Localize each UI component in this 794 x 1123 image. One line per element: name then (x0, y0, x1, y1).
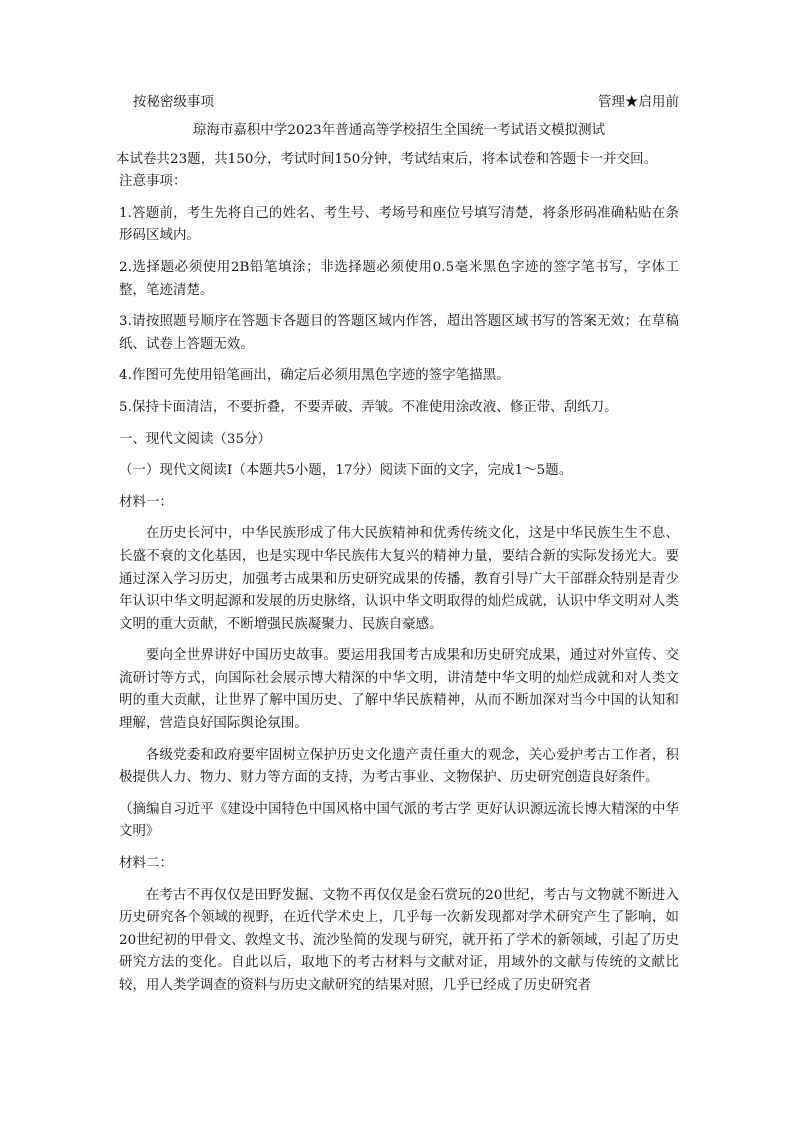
intro-text: 本试卷共23题，共150分，考试时间150分钟，考试结束后，将本试卷和答题卡一并交回。 (116, 151, 658, 167)
note-item-5: 5.保持卡面清洁，不要折叠，不要弄破、弄皱。不准使用涂改液、修正带、刮纸刀。 (119, 399, 618, 415)
note-item-3: 3.请按照题号顺序在答题卡各题目的答题区域内作答，超出答题区域书写的答案无效；在草稿纸、试卷上答题无效。 (119, 314, 679, 352)
note-item-4: 4.作图可先使用铅笔画出，确定后必须用黑色字迹的签字笔描黑。 (119, 368, 510, 384)
usage-label: 管理★启用前 (598, 95, 679, 110)
material2-paragraph: 在考古不再仅仅是田野发掘、文物不再仅仅是金石赏玩的20世纪，考古与文物就不断进入历史研究各个领域的视野，在近代学术史上，几乎每一次新发现都对学术研究产生了影响，如20世纪初的甲骨文、敦煌文书、流沙坠简的发现与研究，就开拓了学术的新领域，引起了历史研究方法的变化。自此以后，取地下的考古材料与文献对证，用域外的文献与传统的文献比较，用人类学调查的资料与历史文献研究的结果对照，几乎已经成了历史研究者 (119, 887, 679, 993)
material1-label: 材料一： (119, 494, 173, 510)
source-citation: （摘编自习近平《建设中国特色中国风格中国气派的考古学 更好认识源远流长博大精深的中华文明》 (119, 801, 679, 840)
note-item-1: 1.答题前，考生先将自己的姓名、考生号、考场号和座位号填写清楚，将条形码准确粘贴在条形码区域内。 (119, 205, 679, 244)
subsection-heading: （一）现代文阅读Ⅰ（本题共5小题，17分）阅读下面的文字，完成1～5题。 (119, 463, 573, 479)
notes-heading: 注意事项： (119, 174, 187, 190)
section-heading: 一、现代文阅读（35分） (119, 431, 272, 447)
exam-page (116, 92, 679, 998)
material1-paragraph-1: 在历史长河中，中华民族形成了伟大民族精神和优秀传统文化，这是中华民族生生不息、长盛不衰的文化基因，也是实现中华民族伟大复兴的精神力量，要结合新的实际发扬光大。要通过深入学习历史，加强考古成果和历史研究成果的传播，教育引导广大干部群众特别是青少年认识中华文明起源和发展的历史脉络，认识中华文明取得的灿烂成就，认识中华文明对人类文明的重大贡献，不断增强民族凝聚力、民族自豪感。 (119, 526, 679, 632)
exam-title: 琼海市嘉积中学2023年普通高等学校招生全国统一考试语文模拟测试 (192, 123, 606, 138)
material1-paragraph-3: 各级党委和政府要牢固树立保护历史文化遗产责任重大的观念，关心爱护考古工作者，积极提供人力、物力、财力等方面的支持，为考古事业、文物保护、历史研究创造良好条件。 (119, 747, 679, 786)
material2-label: 材料二： (119, 856, 173, 872)
secrecy-label: 按秘密级事项 (133, 95, 214, 110)
header-row (119, 92, 679, 114)
material1-paragraph-2: 要向全世界讲好中国历史故事。要运用我国考古成果和历史研究成果，通过对外宣传、交流研讨等方式，向国际社会展示博大精深的中华文明，讲清楚中华文明的灿烂成就和对人类文明的重大贡献，让世界了解中国历史、了解中华民族精神，从而不断加深对当今中国的认知和理解，营造良好国际舆论氛围。 (119, 648, 679, 732)
note-item-2: 2.选择题必须使用2B铅笔填涂；非选择题必须使用0.5毫米黑色字迹的签字笔书写，字体工整，笔迹清楚。 (119, 259, 679, 298)
